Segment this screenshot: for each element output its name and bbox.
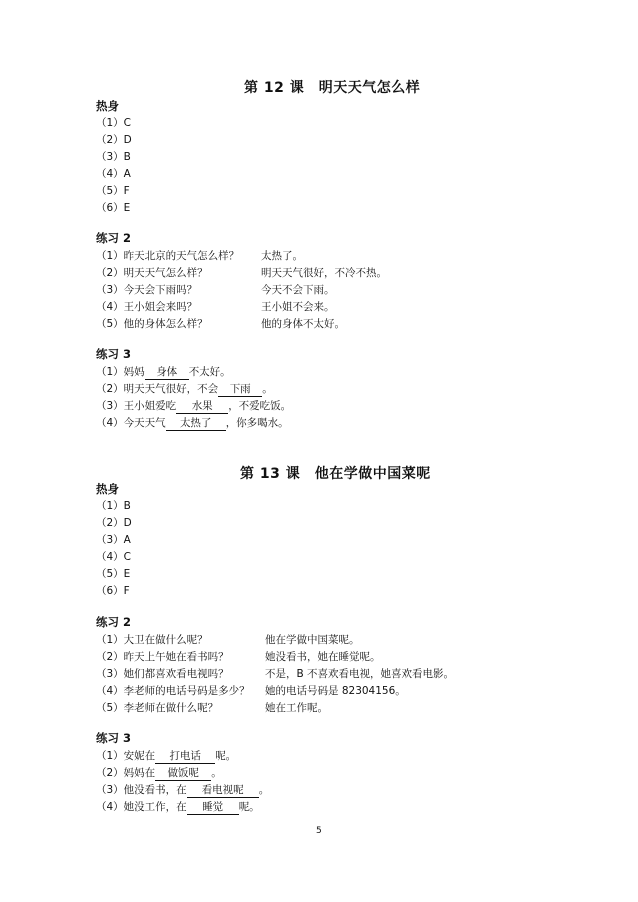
lesson-13-ex2-answer: 她没看书，她在睡觉呢。: [265, 651, 381, 663]
lesson-13-ex2-question: （3）她们都喜欢看电视吗？: [96, 668, 229, 680]
lesson-13-ex2-answer: 她在工作呢。: [265, 702, 328, 714]
sentence-suffix: ，你多喝水。: [225, 417, 289, 429]
lesson-12-ex2-question: （5）他的身体怎么样？: [96, 318, 208, 330]
fill-in-blank: 看电视呢: [187, 784, 259, 798]
lesson-13-warmup-item: （3）A: [96, 534, 131, 546]
lesson-13-warmup-item: （2）D: [96, 517, 132, 529]
fill-in-blank: 水果: [176, 400, 228, 414]
lesson-13-warmup-item: （5）E: [96, 568, 131, 580]
sentence-suffix: 。: [211, 767, 222, 779]
sentence-suffix: 呢。: [215, 750, 237, 762]
lesson-12-ex2-answer: 今天不会下雨。: [261, 284, 335, 296]
lesson-12-ex3-sentence: [96, 398, 291, 414]
lesson-13-title: 第 13 课 他在学做中国菜呢: [240, 466, 431, 482]
lesson-12-ex2-answer: 明天天气很好，不冷不热。: [261, 267, 387, 279]
lesson-12-ex3-sentence: [96, 415, 289, 431]
sentence-prefix: （2）明天天气很好，不会: [96, 383, 219, 395]
fill-in-blank: 做饭呢: [155, 767, 211, 781]
lesson-13-ex3-heading: 练习 3: [96, 731, 132, 745]
lesson-12-ex3-sentence: [96, 364, 231, 380]
lesson-13-ex2-answer: 她的电话号码是 82304156。: [265, 685, 406, 697]
sentence-prefix: （3）王小姐爱吃: [96, 400, 177, 412]
sentence-suffix: 不太好。: [188, 366, 231, 378]
lesson-13-ex3-sentence: [96, 799, 260, 815]
fill-in-blank: 身体: [145, 366, 189, 380]
sentence-prefix: （3）他没看书，在: [96, 784, 187, 796]
lesson-13-ex3-sentence: [96, 765, 222, 781]
sentence-prefix: （2）妈妈在: [96, 767, 156, 779]
lesson-13-ex3-sentence: [96, 782, 269, 798]
lesson-12-warmup-item: （4）A: [96, 168, 131, 180]
sentence-prefix: （4）她没工作，在: [96, 801, 187, 813]
lesson-12-ex3-heading: 练习 3: [96, 347, 132, 361]
sentence-suffix: 。: [262, 383, 273, 395]
sentence-prefix: （1）妈妈: [96, 366, 145, 378]
lesson-12-warmup-item: （3）B: [96, 151, 131, 163]
sentence-suffix: ，不爱吃饭。: [228, 400, 292, 412]
lesson-13-ex2-answer: 不是，B 不喜欢看电视，她喜欢看电影。: [265, 668, 455, 680]
lesson-12-ex2-question: （4）王小姐会来吗？: [96, 301, 198, 313]
lesson-13-warmup-heading: 热身: [96, 482, 119, 496]
lesson-13-ex2-heading: 练习 2: [96, 615, 132, 629]
sentence-prefix: （4）今天天气: [96, 417, 166, 429]
fill-in-blank: 打电话: [155, 750, 215, 764]
lesson-12-warmup-item: （6）E: [96, 202, 131, 214]
lesson-13-warmup-item: （4）C: [96, 551, 132, 563]
fill-in-blank: 睡觉: [187, 801, 239, 815]
lesson-13-ex2-question: （4）李老师的电话号码是多少？: [96, 685, 250, 697]
lesson-12-ex2-question: （1）昨天北京的天气怎么样？: [96, 250, 240, 262]
lesson-12-ex2-question: （3）今天会下雨吗？: [96, 284, 198, 296]
lesson-12-ex2-heading: 练习 2: [96, 231, 132, 245]
lesson-12-ex3-sentence: [96, 381, 273, 397]
lesson-13-ex2-question: （5）李老师在做什么呢？: [96, 702, 219, 714]
lesson-13-ex3-sentence: [96, 748, 236, 764]
lesson-12-warmup-item: （2）D: [96, 134, 132, 146]
fill-in-blank: 下雨: [218, 383, 262, 397]
lesson-13-ex2-question: （2）昨天上午她在看书吗？: [96, 651, 229, 663]
lesson-12-warmup-item: （1）C: [96, 117, 132, 129]
lesson-12-title: 第 12 课 明天天气怎么样: [244, 80, 421, 96]
lesson-12-ex2-answer: 太热了。: [261, 250, 303, 262]
sentence-suffix: 呢。: [238, 801, 260, 813]
lesson-12-ex2-answer: 他的身体不太好。: [261, 318, 345, 330]
lesson-12-ex2-answer: 王小姐不会来。: [261, 301, 335, 313]
page-number: 5: [316, 826, 322, 836]
lesson-12-ex2-question: （2）明天天气怎么样？: [96, 267, 208, 279]
lesson-13-ex2-question: （1）大卫在做什么呢？: [96, 634, 208, 646]
lesson-13-ex2-answer: 他在学做中国菜呢。: [265, 634, 360, 646]
sentence-prefix: （1）安妮在: [96, 750, 156, 762]
sentence-suffix: 。: [258, 784, 270, 796]
lesson-12-warmup-heading: 热身: [96, 99, 119, 113]
fill-in-blank: 太热了: [166, 417, 226, 431]
lesson-13-warmup-item: （1）B: [96, 500, 131, 512]
lesson-12-warmup-item: （5）F: [96, 185, 130, 197]
lesson-13-warmup-item: （6）F: [96, 585, 130, 597]
